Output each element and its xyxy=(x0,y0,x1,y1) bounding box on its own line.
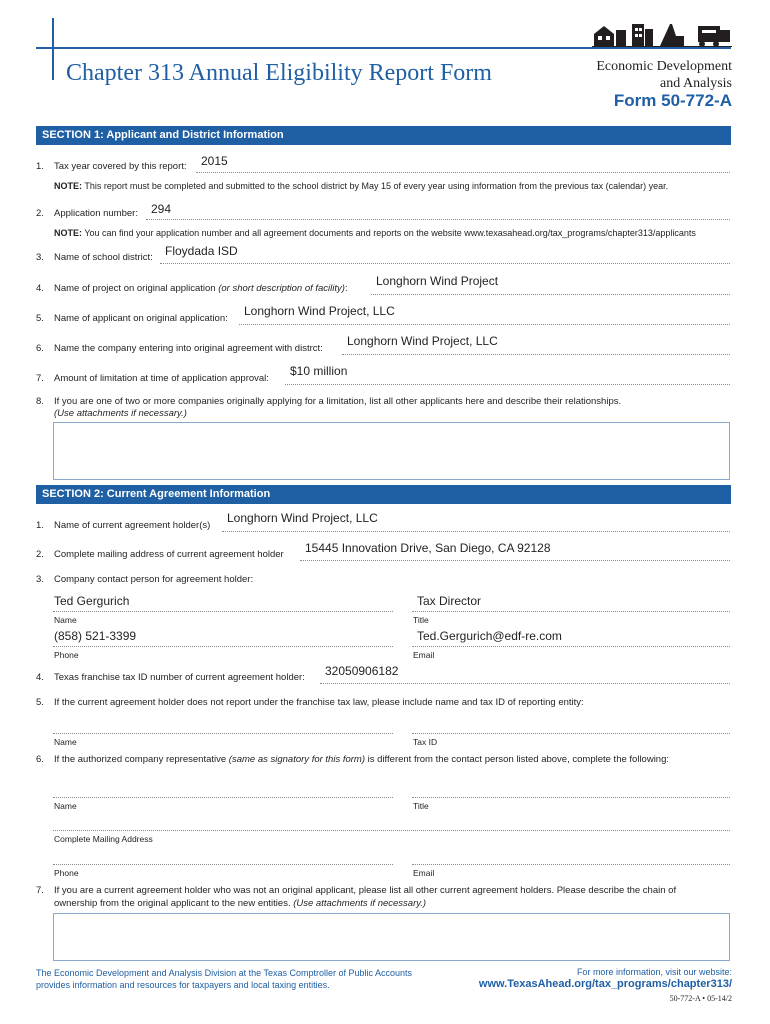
reporting-entity-taxid-caption: Tax ID xyxy=(413,737,438,747)
s1-q8-label-italic xyxy=(54,408,187,419)
ownership-chain-textarea[interactable] xyxy=(53,913,730,961)
s2-q3-label: Company contact person for agreement holder: xyxy=(54,574,254,585)
rep-name-caption: Name xyxy=(54,801,77,811)
header-vertical-rule xyxy=(52,18,54,80)
reporting-entity-name-field-line[interactable] xyxy=(53,733,393,734)
buildings-logo-icon xyxy=(592,16,732,48)
note-2-bold: NOTE: xyxy=(54,228,82,238)
s1-q8-number: 8. xyxy=(36,396,44,407)
s1-q6-number: 6. xyxy=(36,343,44,354)
mailing-address-field-line[interactable] xyxy=(300,560,730,561)
note-1-text: This report must be completed and submitted to the school district by May 15 of every year using information from the previous tax (calendar) year. xyxy=(82,181,669,191)
limitation-amount-field-line[interactable] xyxy=(285,384,730,385)
s2-q4-label: Texas franchise tax ID number of current agreement holder: xyxy=(54,672,305,683)
s2-q7-label-line2 xyxy=(54,898,426,909)
s1-q2-label: Application number: xyxy=(54,208,138,219)
other-applicants-textarea[interactable] xyxy=(53,422,730,480)
s2-q6-label-italic: (same as signatory for this form) xyxy=(228,754,366,765)
contact-phone-value[interactable]: (858) 521-3399 xyxy=(54,629,137,643)
rep-title-field-line[interactable] xyxy=(412,797,730,798)
s2-q2-label: Complete mailing address of current agreement holder xyxy=(54,549,284,560)
contact-email-caption: Email xyxy=(413,650,435,660)
footer-description xyxy=(36,967,412,991)
agreement-holder-value[interactable]: Longhorn Wind Project, LLC xyxy=(227,511,378,525)
reporting-entity-taxid-field-line[interactable] xyxy=(412,733,730,734)
original-applicant-value[interactable]: Longhorn Wind Project, LLC xyxy=(244,304,395,318)
note-1-bold: NOTE: xyxy=(54,181,82,191)
application-number-field-line[interactable] xyxy=(146,219,730,220)
school-district-field-line[interactable] xyxy=(160,263,730,264)
s1-q4-label-main: Name of project on original application xyxy=(54,283,216,294)
application-number-value[interactable]: 294 xyxy=(151,202,172,216)
rep-address-field-line[interactable] xyxy=(53,830,730,831)
division-line-2: and Analysis xyxy=(660,76,732,91)
project-name-field-line[interactable] xyxy=(371,294,730,295)
s2-q7-label-line1: If you are a current agreement holder who was not an original applicant, please list all other current agreement holders. Please describe the chain of xyxy=(54,885,677,896)
footer-left-line-2: provides information and resources for taxpayers and local taxing entities. xyxy=(36,980,330,990)
contact-name-caption: Name xyxy=(54,615,77,625)
rep-address-caption: Complete Mailing Address xyxy=(54,834,153,844)
s1-q6-label: Name the company entering into original agreement with distrct: xyxy=(54,343,323,354)
form-title: Chapter 313 Annual Eligibility Report Form xyxy=(66,60,492,86)
contact-name-value[interactable]: Ted Gergurich xyxy=(54,594,130,608)
s1-q3-number: 3. xyxy=(36,252,44,263)
agreement-holder-field-line[interactable] xyxy=(222,531,730,532)
limitation-amount-value[interactable]: $10 million xyxy=(290,364,348,378)
rep-email-field-line[interactable] xyxy=(412,864,730,865)
original-agreement-company-field-line[interactable] xyxy=(342,354,730,355)
s2-q7-label-italic: (Use attachments if necessary.) xyxy=(293,898,427,909)
project-name-value[interactable]: Longhorn Wind Project xyxy=(376,274,499,288)
s1-q4-label-end: : xyxy=(344,283,348,294)
s2-q2-number: 2. xyxy=(36,549,44,560)
s1-q5-number: 5. xyxy=(36,313,44,324)
s2-q5-label: If the current agreement holder does not report under the franchise tax law, please include name and tax ID of reporting entity: xyxy=(54,697,584,708)
s1-q5-label: Name of applicant on original application: xyxy=(54,313,228,324)
s1-q2-number: 2. xyxy=(36,208,44,219)
s2-q1-number: 1. xyxy=(36,520,44,531)
form-code: 50-772-A • 05-14/2 xyxy=(669,994,732,1003)
division-line-1: Economic Development xyxy=(596,59,732,74)
s1-q4-number: 4. xyxy=(36,283,44,294)
footer-more-info: For more information, visit our website: xyxy=(576,967,732,977)
s1-q1-number: 1. xyxy=(36,161,44,172)
s1-q7-label: Amount of limitation at time of application approval: xyxy=(54,373,269,384)
s2-q3-number: 3. xyxy=(36,574,44,585)
s2-q7-label-line2-main: ownership from the original applicant to the new entities. xyxy=(54,898,291,909)
contact-email-field-line[interactable] xyxy=(412,646,730,647)
mailing-address-value[interactable]: 15445 Innovation Drive, San Diego, CA 92128 xyxy=(305,541,551,555)
franchise-tax-id-field-line[interactable] xyxy=(320,683,730,684)
rep-email-caption: Email xyxy=(413,868,435,878)
s2-q1-label: Name of current agreement holder(s) xyxy=(54,520,211,531)
contact-phone-field-line[interactable] xyxy=(53,646,393,647)
rep-phone-field-line[interactable] xyxy=(53,864,393,865)
note-2-text: You can find your application number and all agreement documents and reports on the website www.texasahead.org/tax_programs/chapter313/applicants xyxy=(82,228,696,238)
original-applicant-field-line[interactable] xyxy=(239,324,730,325)
section-2-header: SECTION 2: Current Agreement Information xyxy=(36,485,731,504)
section-1-header: SECTION 1: Applicant and District Information xyxy=(36,126,731,145)
tax-year-field-line[interactable] xyxy=(196,172,730,173)
s1-q8-italic-text: (Use attachments if necessary.) xyxy=(54,408,187,419)
contact-title-field-line[interactable] xyxy=(412,611,730,612)
s2-q5-number: 5. xyxy=(36,697,44,708)
note-1 xyxy=(54,181,668,191)
s2-q4-number: 4. xyxy=(36,672,44,683)
rep-name-field-line[interactable] xyxy=(53,797,393,798)
contact-name-field-line[interactable] xyxy=(53,611,393,612)
s2-q6-number: 6. xyxy=(36,754,44,765)
s1-q4-label xyxy=(54,283,348,294)
s1-q1-label: Tax year covered by this report: xyxy=(54,161,187,172)
rep-title-caption: Title xyxy=(413,801,429,811)
division-name xyxy=(532,58,732,92)
school-district-value[interactable]: Floydada ISD xyxy=(165,244,238,258)
contact-title-value[interactable]: Tax Director xyxy=(417,594,482,608)
s2-q6-label-end: is different from the contact person listed above, complete the following: xyxy=(365,754,670,765)
s1-q3-label: Name of school district: xyxy=(54,252,153,263)
footer-left-line-1: The Economic Development and Analysis Division at the Texas Comptroller of Public Accounts xyxy=(36,968,413,978)
note-2 xyxy=(54,228,696,238)
s1-q8-label: If you are one of two or more companies originally applying for a limitation, list all other applicants here and describe their relationships. xyxy=(54,396,622,407)
rep-phone-caption: Phone xyxy=(54,868,79,878)
form-number: Form 50-772-A xyxy=(613,91,732,110)
contact-email-value[interactable]: Ted.Gergurich@edf-re.com xyxy=(417,629,562,643)
footer-website-link[interactable]: www.TexasAhead.org/tax_programs/chapter313/ xyxy=(478,978,732,990)
reporting-entity-name-caption: Name xyxy=(54,737,77,747)
original-agreement-company-value[interactable]: Longhorn Wind Project, LLC xyxy=(347,334,498,348)
s1-q7-number: 7. xyxy=(36,373,44,384)
s2-q7-number: 7. xyxy=(36,885,44,896)
tax-year-value[interactable]: 2015 xyxy=(201,154,228,168)
contact-phone-caption: Phone xyxy=(54,650,79,660)
s2-q6-label xyxy=(54,754,669,765)
s2-q6-label-main: If the authorized company representative xyxy=(54,754,227,765)
franchise-tax-id-value[interactable]: 32050906182 xyxy=(325,664,399,678)
s1-q4-label-italic: (or short description of facility) xyxy=(218,283,345,294)
contact-title-caption: Title xyxy=(413,615,429,625)
